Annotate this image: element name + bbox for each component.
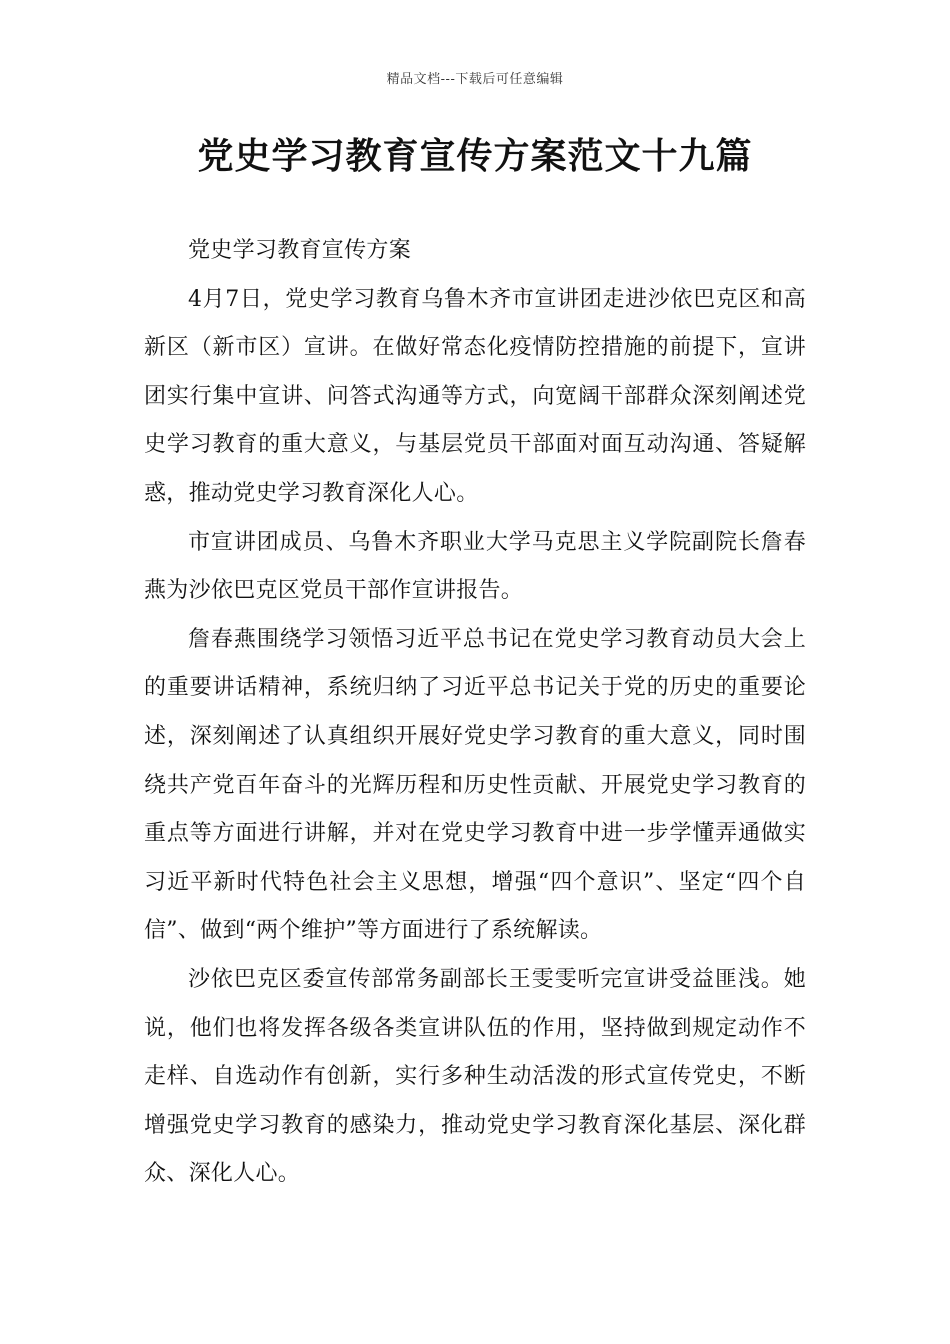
- paragraph: 沙依巴克区委宣传部常务副部长王雯雯听完宣讲受益匪浅。她说，他们也将发挥各级各类宣讲队伍的作用，坚持做到规定动作不走样、自选动作有创新，实行多种生动活泼的形式宣传党史，不断增强党史学习教育的感染力，推动党史学习教育深化基层、深化群众、深化人心。: [144, 966, 806, 1187]
- paragraph: 詹春燕围绕学习领悟习近平总书记在党史学习教育动员大会上的重要讲话精神，系统归纳了习近平总书记关于党的历史的重要论述，深刻阐述了认真组织开展好党史学习教育的重大意义，同时围绕共产党百年奋斗的光辉历程和历史性贡献、开展党史学习教育的重点等方面进行讲解，并对在党史学习教育中进一步学懂弄通做实习近平新时代特色社会主义思想，增强“四个意识”、坚定“四个自信”、做到“两个维护”等方面进行了系统解读。: [144, 626, 806, 944]
- paragraph: 市宣讲团成员、乌鲁木齐职业大学马克思主义学院副院长詹春燕为沙依巴克区党员干部作宣讲报告。: [144, 529, 806, 604]
- paragraph: 4月7日，党史学习教育乌鲁木齐市宣讲团走进沙依巴克区和高新区（新市区）宣讲。在做好常态化疫情防控措施的前提下，宣讲团实行集中宣讲、问答式沟通等方式，向宽阔干部群众深刻阐述党史学习教育的重大意义，与基层党员干部面对面互动沟通、答疑解惑，推动党史学习教育深化人心。: [144, 286, 806, 506]
- header-note: 精品文档---下载后可任意编辑: [386, 72, 564, 87]
- document-body: [144, 227, 806, 1199]
- paragraph-subtitle: 党史学习教育宣传方案: [188, 238, 412, 263]
- document-title: 党史学习教育宣传方案范文十九篇: [197, 136, 753, 177]
